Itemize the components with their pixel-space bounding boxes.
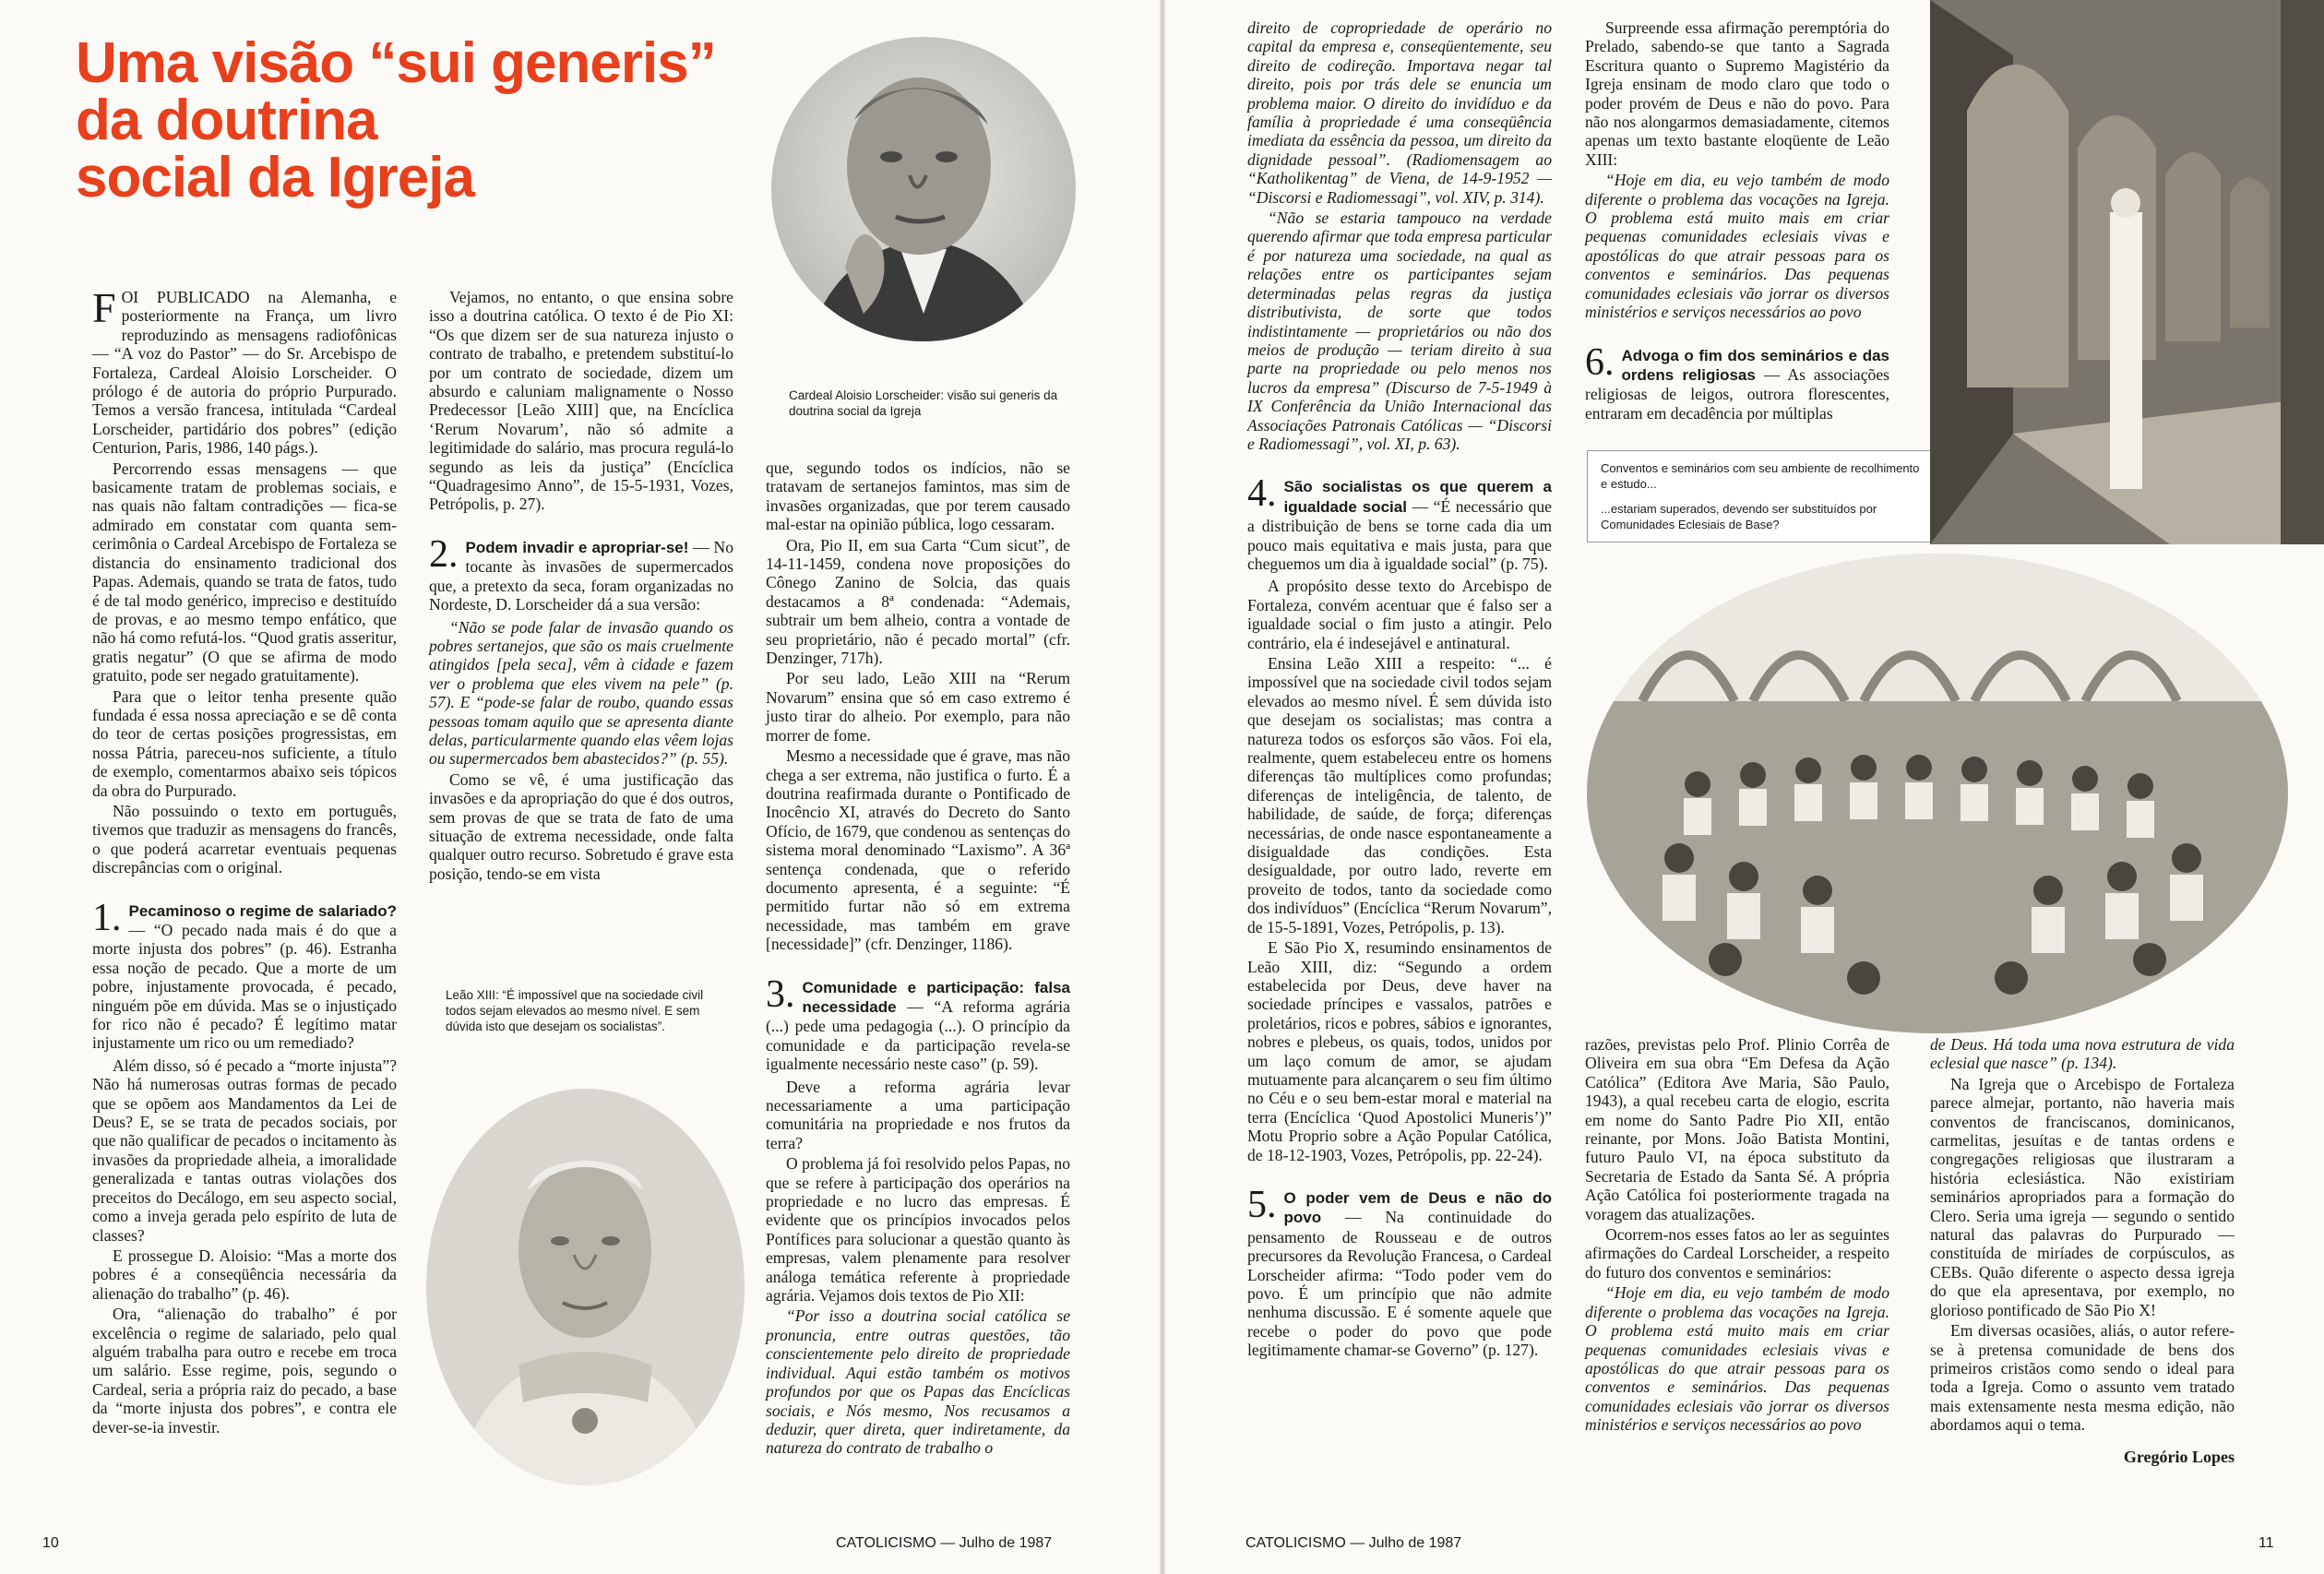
section-4-heading xyxy=(1247,472,1552,573)
paragraph: Além disso, só é pecado a “morte injusta”? Não há numerosas outras formas de pecado que se opõem aos Mandamentos da Lei de Deus? E, se se trata de pecados sociais, por que não qualificar de pecados o incitamento às invasões da propriedade alheia, a imoralidade generalizada e tantas outras violações dos preceitos do Decálogo, em seu aspecto social, como a inveja gerada pelo espírito de luta de classes? xyxy=(92,1055,397,1245)
section-body: — “É necessário que a distribuição de bens se torne cada dia um pouco mais equitativa e mais justa, para que cheguemos um dia à igualdade social” (p. 75). xyxy=(1247,496,1552,573)
caption-box-conventos xyxy=(1587,450,1937,543)
seminar-photo-graphic xyxy=(1587,554,2288,1033)
title-line-3: social da Igreja xyxy=(76,146,474,209)
section-title: Podem invadir e apropriar-se! xyxy=(465,538,689,556)
section-number: 5. xyxy=(1247,1183,1277,1226)
caption-conventos-2: ...estariam superados, devendo ser substituídos por Comunidades Eclesiais de Base? xyxy=(1601,502,1877,531)
portrait-lorscheider-graphic xyxy=(771,37,1076,341)
quote: “Por isso a doutrina social católica se pronuncia, entre outras questões, tão conscientemente pelo direito de propriedade individual. Aqui estão também os motivos profundos por que os Papas das Encíclicas sociais, e Nós mesmo, Nos recusamos a deduzir, quer direta, quer indiretamente, da natureza do contrato de trabalho o xyxy=(766,1306,1070,1458)
paragraph: Em diversas ocasiões, aliás, o autor refere-se à pretensa comunidade de bens dos primeiros cristãos como sendo o ideal para toda a Igreja. Como o assunto vem tratado mais extensamente nesta mesma edição, não abordamos aqui o tema. xyxy=(1930,1321,2235,1435)
paragraph: Na Igreja que o Arcebispo de Fortaleza parece almejar, portanto, não haveria mais conventos de franciscanos, dominicanos, carmelitas, jesuítas e de tantas ordens e congregações religiosas que ilustraram a história eclesiástica. Não existiriam seminários apropriados para a formação do Clero. Seria uma igreja — segundo o sentido natural das palavras do Purpurado — constituída de miríades de corpúsculos, as CEBs. Quão diferente o aspecto dessa igreja do que ela apresentava, por exemplo, no glorioso pontificado de São Pio X! xyxy=(1930,1074,2235,1319)
section-number: 4. xyxy=(1247,472,1277,516)
quote: direito de copropriedade de operário no capital da empresa e, conseqüentemente, seu direito de codireção. Importava negar tal direito, pois por trás dele se enuncia um problema maior. O direito do invidíduo e da família à propriedade é uma conseqüência imediata da essência da pessoa, um direito da dignidade pessoal”. (Radiomensagem ao “Katholikentag” de Viena, de 14-9-1952 — “Discorsi e Radiomessagi”, vol. XIV, p. 314). xyxy=(1247,18,1552,207)
section-3-heading xyxy=(766,972,1070,1074)
article-title xyxy=(76,31,795,209)
section-number: 6. xyxy=(1585,340,1615,384)
column-1 xyxy=(92,284,397,1438)
column-6 xyxy=(1930,1035,2235,1468)
section-body: — “A reforma agrária (...) pede uma pedagogia (...). O princípio da comunidade e da participação revela-se igualmente necessário neste caso” (p. 59). xyxy=(766,996,1070,1074)
section-title: Pecaminoso o regime de salariado? xyxy=(128,901,397,920)
paragraph: Percorrendo essas mensagens — que basicamente tratam de problemas sociais, e nas quais não faltam contradições — fica-se admirado em constatar com quanta sem-cerimônia o Cardeal Arcebispo de Fortaleza se distancia do ensinamento tradicional dos Papas. Ademais, quando se trata de fatos, tudo é de tal modo genérico, impreciso e destituído de provas, e ao mesmo tempo enfático, que não há como refutá-los. “Quod gratis asseritur, gratis negatur” (O que se afirma de modo gratuito, pode ser negado gratuitamente). xyxy=(92,459,397,686)
title-line-1: Uma visão “sui generis” xyxy=(76,31,716,95)
footer-publication-right: CATOLICISMO — Julho de 1987 xyxy=(1245,1535,1462,1551)
portrait-leao-graphic xyxy=(426,1089,745,1485)
section-body: — No tocante às invasões de supermercados que, a pretexto da seca, foram organizadas no Nordeste, D. Lorscheider dá a sua versão: xyxy=(429,537,734,614)
page-gutter xyxy=(1160,0,1165,1574)
footer-publication-left: CATOLICISMO — Julho de 1987 xyxy=(836,1535,1053,1551)
section-body: — “O pecado nada mais é do que a morte injusta dos pobres” (p. 46). Estranha essa noção de pecado. Que a morte de um pobre, injustamente provocada, é pecado, ninguém põe em dúvida. Mas se o injustiçado for rico não é pecado? É legítimo matar injustamente um rico ou um remediado? xyxy=(92,921,397,1053)
section-number: 1. xyxy=(92,896,122,939)
footer-page-number-left: 10 xyxy=(42,1535,59,1551)
paragraph: Ora, Pio II, em sua Carta “Cum sicut”, de 14-11-1459, condena nove proposições do Cônego Zanino de Solcia, das quais destacamos a 8ª condenada: “Ademais, subtrair um bem alheio, contra a vontade de seu proprietário, não é pecado mortal” (cfr. Denzinger, 717h). xyxy=(766,535,1070,668)
section-title: O poder vem de Deus e não do povo xyxy=(1283,1188,1552,1227)
section-number: 2. xyxy=(429,532,459,576)
caption-conventos-1: Conventos e seminários com seu ambiente de recolhimento e estudo... xyxy=(1601,461,1920,491)
paragraph: Ensina Leão XIII a respeito: “... é impossível que na sociedade civil todos sejam elevados ao mesmo nível. É sem dúvida isto que desejam os socialistas; mas contra a natureza todos os esforços são vãos. Foi ela, realmente, quem estabeleceu entre os homens diferenças tão multíplices como profundas; diferenças de inteligência, de talento, de habilidade, de saúde, de força; diferenças necessárias, de onde nasce espontaneamente a disigualdade das condições. Esta desigualdade, por outro lado, reverte em proveito de todos, tanto da sociedade como dos indivíduos” (Encíclica “Rerum Novarum”, de 15-5-1891, Vozes, Petrópolis, p. 13). xyxy=(1247,654,1552,936)
paragraph: Deve a reforma agrária levar necessariamente a uma participação comunitária na propriedade e nos frutos da terra? xyxy=(766,1077,1070,1152)
paragraph: Surpreende essa afirmação peremptória do Prelado, sabendo-se que tanto a Sagrada Escritura quanto o Supremo Magistério da Igreja ensinam de modo claro que todo o poder provém de Deus e não do povo. Para não nos alongarmos demasiadamente, citemos apenas um texto bastante eloqüente de Leão XIII: xyxy=(1585,18,1889,169)
paragraph: Vejamos, no entanto, o que ensina sobre isso a doutrina católica. O texto é de Pio XI: “Os que dizem ser de sua natureza injusto o contrato de trabalho, e pretendem substituí-lo por um contrato de sociedade, dizem um absurdo e caluniam malignamente o Nosso Predecessor [Leão XIII] que, na Encíclica ‘Rerum Novarum’, não só admite a legitimidade do salário, mas procura regulá-lo segundo as leis da justiça” (Encíclica “Quadragesimo Anno”, de 15-5-1931, Vozes, Petrópolis, p. 27). xyxy=(429,288,733,514)
column-3 xyxy=(766,459,1070,1460)
quote: “Hoje em dia, eu vejo também de modo diferente o problema das vocações na Igreja. O problema está muito mais em criar pequenas comunidades eclesiais vivas e apostólicas do que atrair pessoas para os conventos e seminários. Das pequenas comunidades eclesiais vão jorrar os diversos ministérios e serviços necessários ao povo xyxy=(1585,1283,1889,1435)
section-number: 3. xyxy=(766,972,795,1016)
column-5-bottom xyxy=(1585,1035,1889,1437)
paragraph: que, segundo todos os indícios, não se tratavam de sertanejos famintos, mas sim de invasões organizadas, que por terem causado mal-estar na opinião pública, logo cessaram. xyxy=(766,459,1070,534)
paragraph: A propósito desse texto do Arcebispo de Fortaleza, convém acentuar que é falso ser a igualdade social o fim justo a atingir. Pelo contrário, ela é indesejável e antinatural. xyxy=(1247,577,1552,652)
paragraph: Ocorrem-nos esses fatos ao ler as seguintes afirmações do Cardeal Lorscheider, a respeito do futuro dos conventos e seminários: xyxy=(1585,1225,1889,1282)
section-title: São socialistas os que querem a igualdade social xyxy=(1283,478,1552,516)
paragraph: Por seu lado, Leão XIII na “Rerum Novarum” ensina que só em caso extremo é justo tirar do alheio. Por exemplo, para não morrer de fome. xyxy=(766,669,1070,745)
section-title: Comunidade e participação: falsa necessidade xyxy=(802,978,1070,1016)
section-body: — Na continuidade do pensamento de Rousseau e de outros precursores da Revolução Francesa, o Cardeal Lorscheider afirma: “Todo poder vem do povo. É um princípio que não admite nenhuma discussão. E é somente aquele que recebe o poder do povo que pode legitimamente chamar-se Governo” (p. 127). xyxy=(1247,1208,1552,1360)
cloister-photo xyxy=(1930,0,2324,544)
section-2-heading xyxy=(429,532,734,614)
seminar-photo xyxy=(1587,554,2288,1033)
section-body: — As associações religiosas de leigos, outrora florescentes, entraram em decadência por múltiplas xyxy=(1585,364,1889,423)
portrait-leao xyxy=(426,1089,745,1485)
quote: “Hoje em dia, eu vejo também de modo diferente o problema das vocações na Igreja. O problema está muito mais em criar pequenas comunidades eclesiais vivas e apostólicas do que atrair pessoas para os conventos e seminários. Das pequenas comunidades eclesiais vão jorrar os diversos ministérios e serviços necessários ao povo xyxy=(1585,171,1889,322)
paragraph: E prossegue D. Aloisio: “Mas a morte dos pobres é a conseqüência necessária da alienação do trabalho” (p. 46). xyxy=(92,1246,397,1303)
column-5-top xyxy=(1585,18,1889,426)
section-5-heading xyxy=(1247,1183,1552,1360)
title-line-2: da doutrina xyxy=(76,89,377,152)
paragraph: Para que o leitor tenha presente quão fundada é essa nossa apreciação e se dê conta do teor de certas posições progressistas, em nossa Pátria, pareceu-nos suficiente, a título de exemplo, comentarmos abaixo seis tópicos da obra do Purpurado. xyxy=(92,686,397,800)
author-signature: Gregório Lopes xyxy=(2123,1447,2235,1466)
footer-page-number-right: 11 xyxy=(2258,1535,2274,1551)
paragraph: Não possuindo o texto em português, tivemos que traduzir as mensagens do francês, o que poderá acarretar eventuais pequenas discrepâncias com o original. xyxy=(92,801,397,877)
paragraph: Ora, “alienação do trabalho” é por excelência o regime de salariado, pelo qual alguém trabalha para outro e recebe em troca um salário. Esse regime, pois, segundo o Cardeal, seria a própria raiz do pecado, a base da “morte injusta dos pobres”, e contra ele dever-se-ia investir. xyxy=(92,1305,397,1437)
column-2 xyxy=(429,288,733,885)
caption-lorscheider: Cardeal Aloisio Lorscheider: visão sui generis da doutrina social da Igreja xyxy=(789,388,1058,418)
paragraph: Como se vê, é uma justificação das invasões e da apropriação do que é dos outros, sem provas de que se trata de fato de uma situação de extrema necessidade, onde falta qualquer outro recurso. Sobretudo é grave esta posição, tendo-se em vista xyxy=(429,769,733,883)
drop-cap: F xyxy=(92,284,116,331)
intro-paragraph: FOI PUBLICADO na Alemanha, e posteriormente na França, um livro reproduzindo as mensagens radiofônicas — “A voz do Pastor” — do Sr. Arcebispo de Fortaleza, Cardeal Aloisio Lorscheider. O prólogo é de autoria do próprio Purpurado. Temos a versão francesa, intitulada “Cardeal Lorscheider, partidário dos pobres” (edição Centurion, Paris, 1986, 140 págs.). xyxy=(92,284,397,458)
paragraph: E São Pio X, resumindo ensinamentos de Leão XIII, diz: “Segundo a ordem estabelecida por Deus, deve haver na sociedade príncipes e vassalos, patrões e proletários, ricos e pobres, sábios e ignorantes, nobres e plebeus, os quais, todos, unidos por um laço comum de amor, se ajudam mutuamente para alcançarem o seu fim último no Céu e o seu bem-estar moral e material na terra (Encíclica ‘Quod Apostolici Muneris’)” Motu Proprio sobre a Ação Popular Católica, de 18-12-1903, Vozes, Petrópolis, pp. 22-24). xyxy=(1247,938,1552,1164)
paragraph: razões, previstas pelo Prof. Plinio Corrêa de Oliveira em sua obra “Em Defesa da Ação Católica” (Editora Ave Maria, São Paulo, 1943), a qual recebeu carta de elogio, escrita em nome do Santo Padre Pio XII, então reinante, por Mons. João Batista Montini, futuro Paulo VI, na época substituto da Secretaria de Estado da Santa Sé. A própria Ação Católica foi posteriormente tragada na voragem das atualizações. xyxy=(1585,1035,1889,1223)
column-4 xyxy=(1247,18,1552,1364)
cloister-photo-graphic xyxy=(1930,0,2324,544)
portrait-lorscheider xyxy=(771,37,1076,341)
quote: de Deus. Há toda uma nova estrutura de vida eclesial que nasce” (p. 134). xyxy=(1930,1035,2235,1073)
quote: “Não se pode falar de invasão quando os pobres sertanejos, que são os mais cruelmente atingidos [pela seca], vêm à cidade e fazem ver o problema que eles vivem na pele” (p. 57). E “pode-se falar de roubo, quando essas pessoas tomam aquilo que se apresenta diante delas, particularmente quando elas vêem lojas ou supermercados bem abastecidos?” (p. 55). xyxy=(429,617,733,769)
quote: “Não se estaria tampouco na verdade querendo afirmar que toda empresa particular é por natureza uma sociedade, na qual as relações entre os participantes sejam determinadas pelas regras da justiça distributivista, de sorte que todos indistintamente — proprietários ou não dos meios de produção — teriam direito à sua parte na propriedade ou pelo menos nos lucros da empresa” (Discurso de 7-5-1949 à IX Conferência da União Internacional das Associações Patronais Católicas — “Discorsi e Radiomessagi”, vol. XI, p. 63). xyxy=(1247,209,1552,453)
section-6-heading xyxy=(1585,340,1889,423)
section-1-heading xyxy=(92,896,397,1053)
caption-leao: Leão XIII: “É impossível que na sociedade civil todos sejam elevados ao mesmo nível. E sem dúvida isto que desejam os socialistas”. xyxy=(446,988,704,1033)
paragraph: O problema já foi resolvido pelos Papas, no que se refere à participação dos operários na propriedade e no lucro das empresas. É evidente que os princípios invocados pelos Pontífices para solucionar a questão quanto às empresas, valem plenamente para resolver análoga temática referente à propriedade agrária. Vejamos dois textos de Pio XII: xyxy=(766,1154,1070,1306)
paragraph: Mesmo a necessidade que é grave, mas não chega a ser extrema, não justifica o furto. É a doutrina reafirmada durante o Pontificado de Inocêncio XI, através do Decreto do Santo Ofício, de 1679, que condenou as sentenças do sistema moral denominado “Laxismo”. A 36ª sentença condenada, que o referido documento apresenta, é a seguinte: “É permitido furtar não só em extrema necessidade, mas também em grave [necessidade]” (cfr. Denzinger, 1186). xyxy=(766,746,1070,954)
section-title: Advoga o fim dos seminários e das ordens religiosas xyxy=(1621,346,1889,384)
